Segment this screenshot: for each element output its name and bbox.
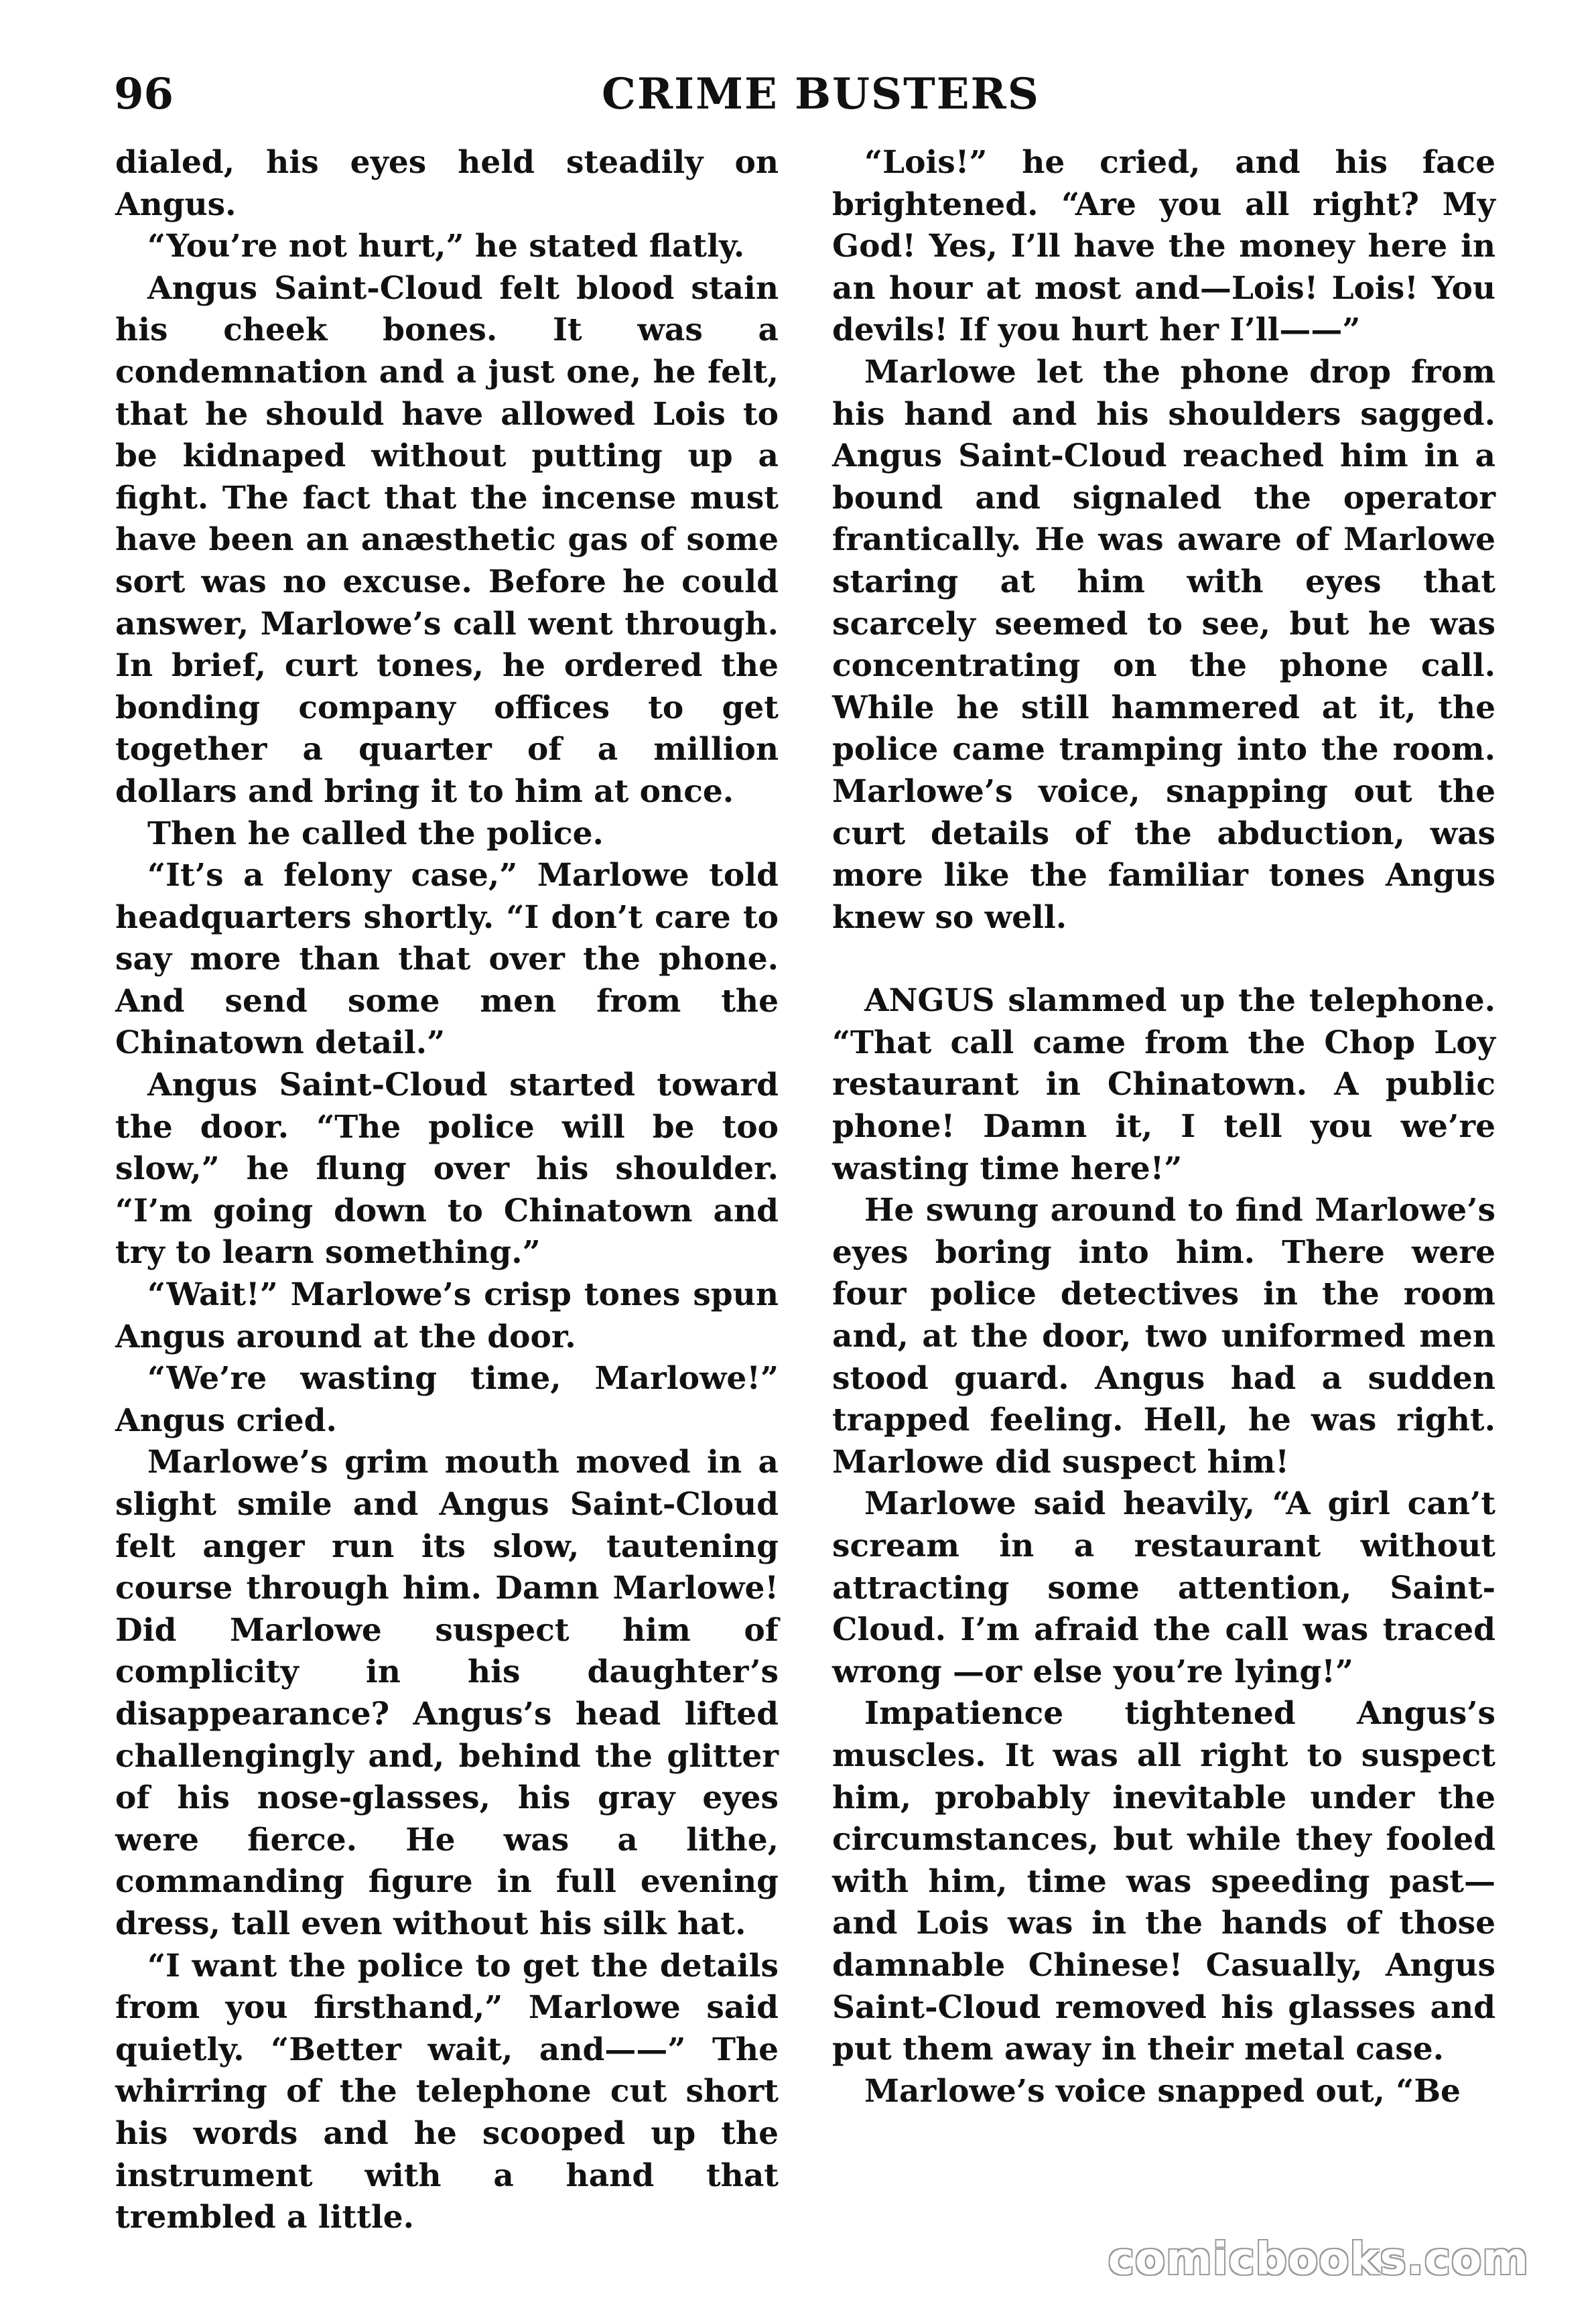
- right-column: [832, 142, 1495, 2112]
- page-number: 96: [114, 69, 174, 119]
- paragraph: Then he called the police.: [147, 815, 604, 852]
- section-opening-paragraph: ANGUS slammed up the telephone. “That call came from the Chop Loy restaurant in Chinatown. A public phone! Damn it, I tell you we’re wasting time here!”: [832, 982, 1495, 1187]
- paragraph: Angus Saint-Cloud started toward the door. “The police will be too slow,” he flung over his shoulder. “I’m going down to Chinatown and try to learn something.”: [115, 1067, 779, 1272]
- paragraph: He swung around to find Marlowe’s eyes boring into him. There were four police detectives in the room and, at the door, two uniformed men stood guard. Angus had a sudden trapped feeling. Hell, he was right. Marlowe did suspect him!: [832, 1192, 1495, 1481]
- paragraph: Marlowe’s grim mouth moved in a slight smile and Angus Saint-Cloud felt anger run its slow, tautening course through him. Damn Marlowe! Did Marlowe suspect him of complicity in his daughter’s disappearance? Angus’s head lifted challengingly and, behind the glitter of his nose-glasses, his gray eyes were fierce. He was a lithe, commanding figure in full evening dress, tall even without his silk hat.: [115, 1444, 779, 1942]
- paragraph: “We’re wasting time, Marlowe!” Angus cried.: [115, 1360, 779, 1439]
- paragraph: dialed, his eyes held steadily on Angus.: [115, 144, 779, 223]
- page-header: [114, 64, 1528, 125]
- left-column: [115, 142, 779, 2239]
- paragraph: Angus Saint-Cloud felt blood stain his cheek bones. It was a condemnation and a just one, he felt, that he should have allowed Lois to be kidnaped without putting up a fight. The fact that the incense must have been an anæsthetic gas of some sort was no excuse. Before he could answer, Marlowe’s call went through. In brief, curt tones, he ordered the bonding company offices to get together a quarter of a million dollars and bring it to him at once.: [115, 269, 779, 810]
- paragraph: Marlowe said heavily, “A girl can’t scream in a restaurant without attracting some attention, Saint-Cloud. I’m afraid the call was traced wrong —or else you’re lying!”: [832, 1485, 1495, 1690]
- paragraph: Impatience tightened Angus’s muscles. It was all right to suspect him, probably inevitable under the circumstances, but while they fooled with him, time was speeding past—and Lois was in the hands of those damnable Chinese! Casually, Angus Saint-Cloud removed his glasses and put them away in their metal case.: [832, 1695, 1495, 2068]
- paragraph: Marlowe’s voice snapped out, “Be: [864, 2072, 1461, 2110]
- paragraph: “It’s a felony case,” Marlowe told headquarters shortly. “I don’t care to say more than that over the phone. And send some men from the Chinatown detail.”: [115, 857, 779, 1062]
- paragraph: “You’re not hurt,” he stated flatly.: [147, 228, 745, 265]
- watermark-logo: comicbooks.com: [1108, 2233, 1529, 2285]
- paragraph: Marlowe let the phone drop from his hand and his shoulders sagged. Angus Saint-Cloud reached him in a bound and signaled the operator frantically. He was aware of Marlowe staring at him with eyes that scarcely seemed to see, but he was concentrating on the phone call. While he still hammered at it, the police came tramping into the room. Marlowe’s voice, snapping out the curt details of the abduction, was more like the familiar tones Angus knew so well.: [832, 353, 1495, 936]
- paragraph: “Wait!” Marlowe’s crisp tones spun Angus around at the door.: [115, 1276, 779, 1355]
- running-title: CRIME BUSTERS: [602, 69, 1040, 119]
- paragraph: “I want the police to get the details from you firsthand,” Marlowe said quietly. “Better wait, and——” The whirring of the telephone cut short his words and he scooped up the instrument with a hand that trembled a little.: [115, 1947, 779, 2236]
- paragraph: “Lois!” he cried, and his face brightened. “Are you all right? My God! Yes, I’ll have the money here in an hour at most and—Lois! Lois! You devils! If you hurt her I’ll——”: [832, 144, 1495, 349]
